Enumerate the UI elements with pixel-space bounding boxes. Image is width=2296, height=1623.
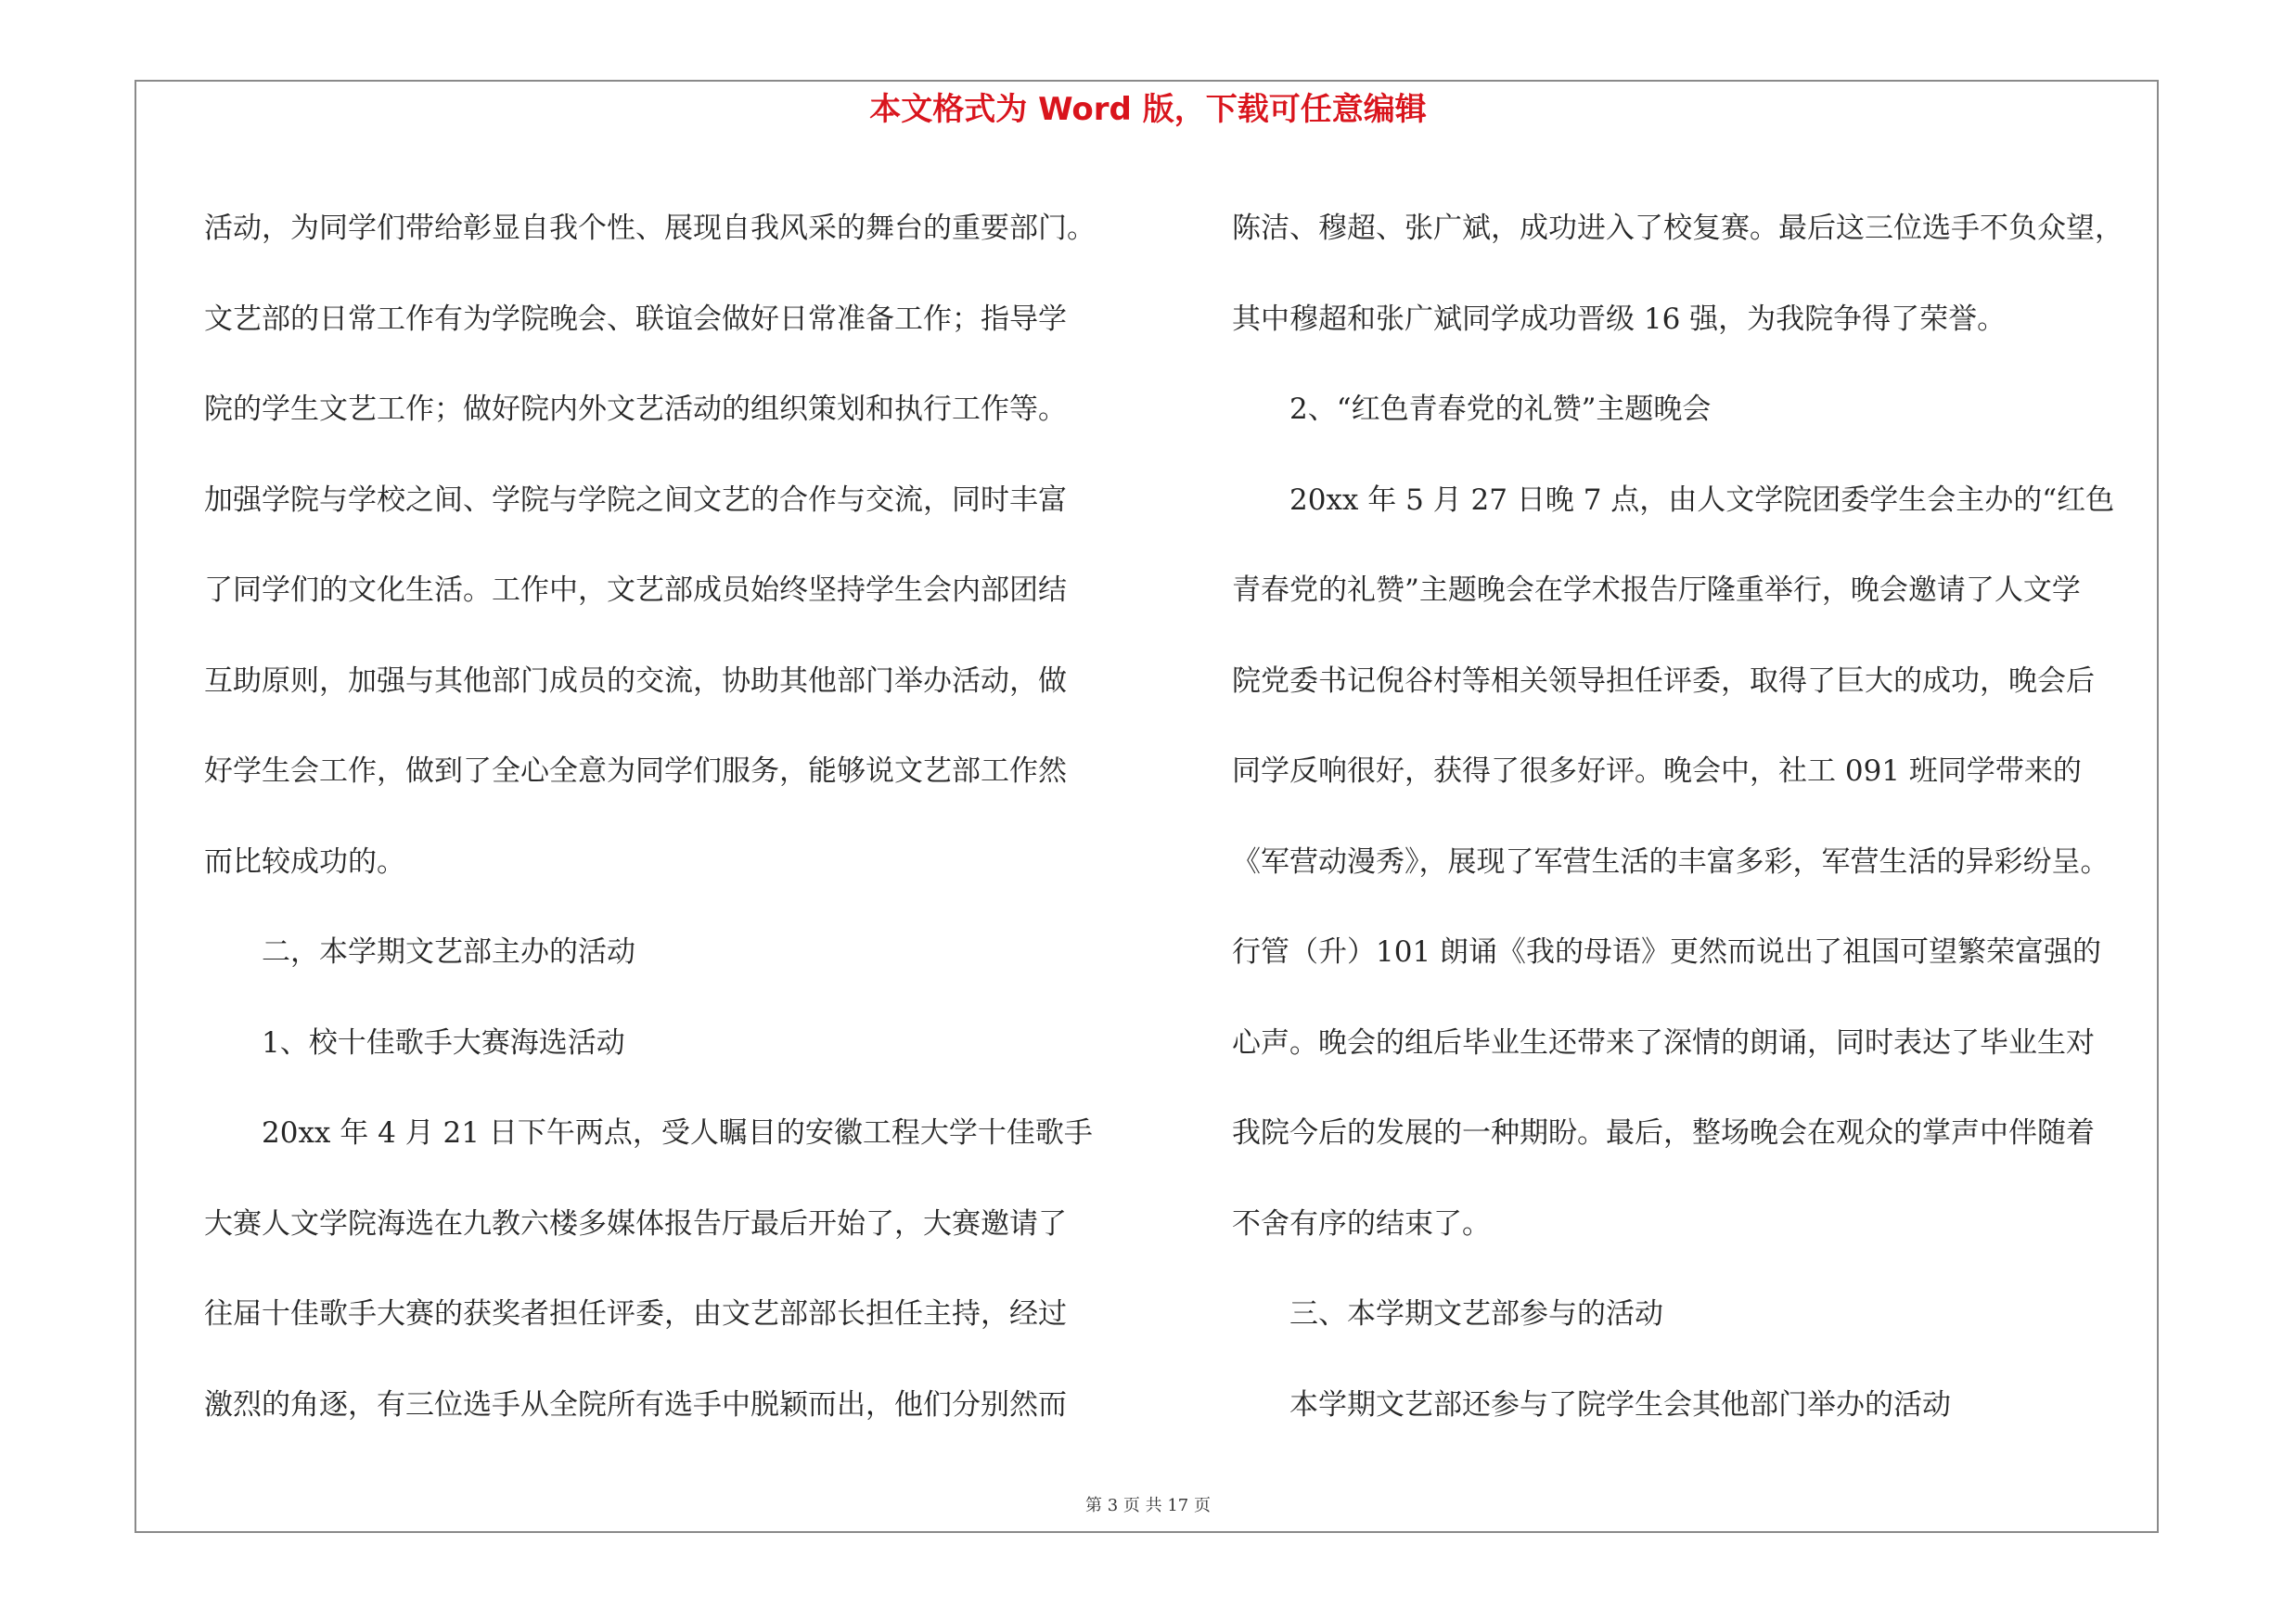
text-line: 不舍有序的结束了。 [1232,1206,1491,1241]
text-line: 互助原则，加强与其他部门成员的交流，协助其他部门举办活动，做 [204,663,1067,698]
right-text-column [1232,184,2178,1450]
text-line: 《军营动漫秀》，展现了军营生活的丰富多彩，军营生活的异彩纷呈。 [1232,844,2110,879]
section-heading: 三、本学期文艺部参与的活动 [1232,1297,1663,1331]
text-line: 青春党的礼赞”主题晚会在学术报告厅隆重举行，晚会邀请了人文学 [1232,573,2081,607]
section-heading: 二，本学期文艺部主办的活动 [204,935,635,969]
text-line: 心声。晚会的组后毕业生还带来了深情的朗诵，同时表达了毕业生对 [1232,1025,2095,1060]
text-line: 了同学们的文化生活。工作中，文艺部成员始终坚持学生会内部团结 [204,573,1067,607]
text-line: 其中穆超和张广斌同学成功晋级 16 强，为我院争得了荣誉。 [1232,302,2007,336]
left-text-column [204,184,1132,1450]
text-line: 文艺部的日常工作有为学院晚会、联谊会做好日常准备工作；指导学 [204,302,1067,336]
text-line: 激烈的角逐，有三位选手从全院所有选手中脱颖而出，他们分别然而 [204,1387,1067,1422]
text-line: 20xx 年 5 月 27 日晚 7 点，由人文学院团委学生会主办的“红色 [1232,483,2115,517]
text-line: 好学生会工作，做到了全心全意为同学们服务，能够说文艺部工作然 [204,754,1067,788]
page-number-footer: 第 3 页 共 17 页 [1085,1496,1211,1515]
text-line: 本学期文艺部还参与了院学生会其他部门举办的活动 [1232,1387,1951,1422]
subsection-heading: 2、“红色青春党的礼赞”主题晚会 [1232,393,1712,426]
text-line: 加强学院与学校之间、学院与学院之间文艺的合作与交流，同时丰富 [204,483,1067,517]
text-line: 院的学生文艺工作；做好院内外文艺活动的组织策划和执行工作等。 [204,393,1067,426]
text-line: 院党委书记倪谷村等相关领导担任评委，取得了巨大的成功，晚会后 [1232,663,2095,698]
text-line: 行管（升）101 朗诵《我的母语》更然而说出了祖国可望繁荣富强的 [1232,935,2102,969]
subsection-heading: 1、校十佳歌手大赛海选活动 [204,1025,625,1060]
text-line: 陈洁、穆超、张广斌，成功进入了校复赛。最后这三位选手不负众望， [1232,212,2123,245]
format-notice-banner: 本文格式为 Word 版，下载可任意编辑 [869,91,1427,128]
text-line: 而比较成功的。 [204,844,405,879]
text-line: 往届十佳歌手大赛的获奖者担任评委，由文艺部部长担任主持，经过 [204,1297,1067,1331]
text-line: 20xx 年 4 月 21 日下午两点，受人瞩目的安徽工程大学十佳歌手 [204,1116,1093,1150]
text-line: 我院今后的发展的一种期盼。最后，整场晚会在观众的掌声中伴随着 [1232,1116,2095,1150]
text-line: 活动，为同学们带给彰显自我个性、展现自我风采的舞台的重要部门。 [204,212,1096,245]
text-line: 大赛人文学院海选在九教六楼多媒体报告厅最后开始了，大赛邀请了 [204,1206,1067,1241]
text-line: 同学反响很好，获得了很多好评。晚会中，社工 091 班同学带来的 [1232,754,2082,788]
